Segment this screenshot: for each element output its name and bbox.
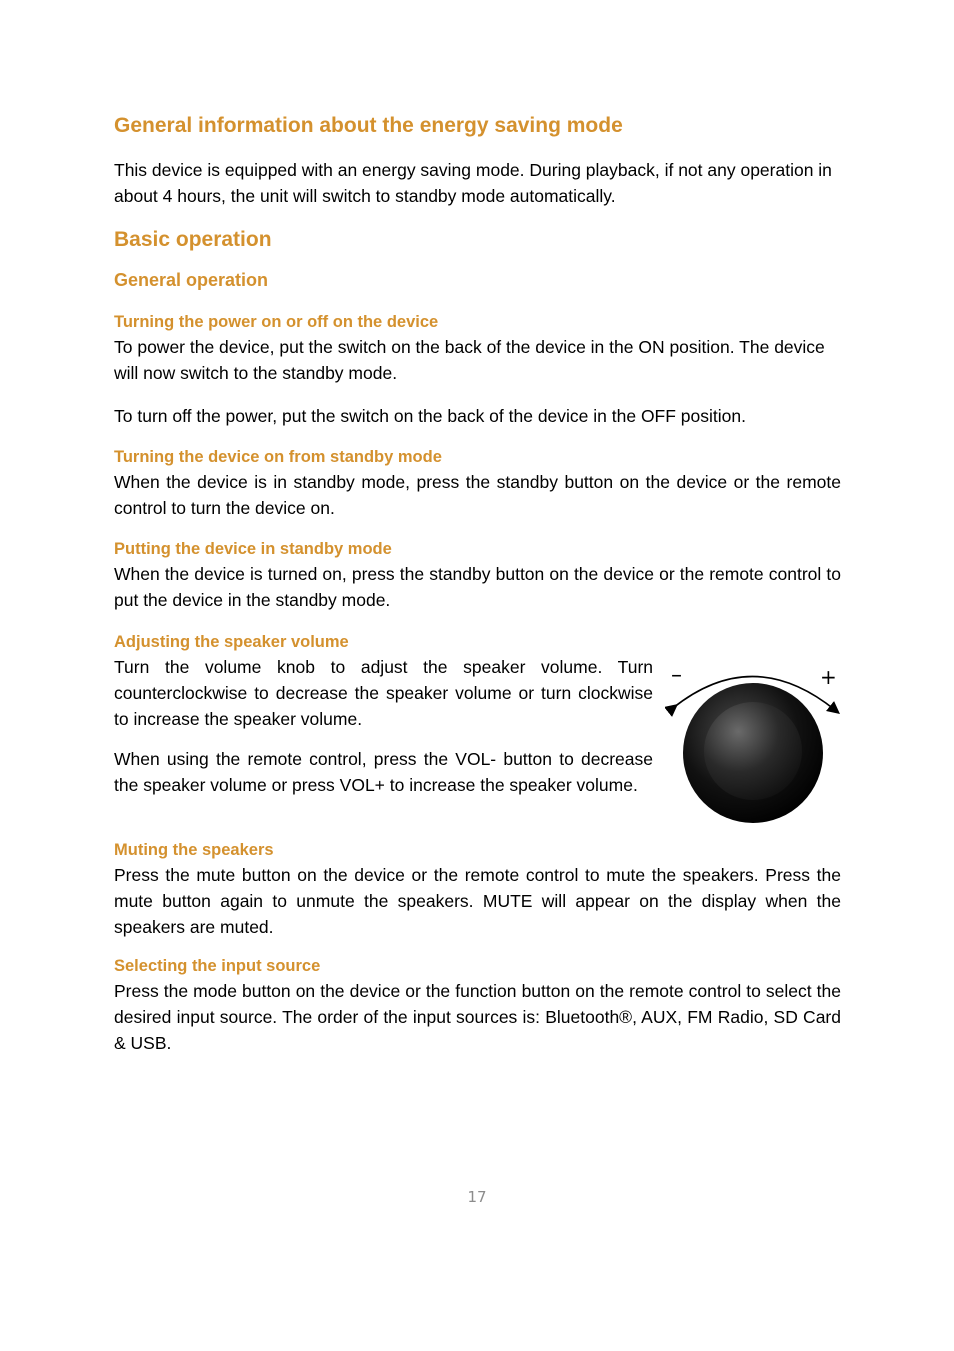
standby-on-text: When the device is in standby mode, press the standby button on the device or the remote control to turn the device on. (114, 472, 841, 518)
energy-saving-text: This device is equipped with an energy saving mode. During playback, if not any operation in about 4 hours, the unit will switch to standby mode automatically. (114, 160, 832, 206)
standby-put-heading: Putting the device in standby mode (114, 540, 392, 558)
minus-sign: – (671, 663, 682, 688)
basic-operation-heading: Basic operation (114, 228, 272, 251)
volume-knob-text: Turn the volume knob to adjust the speaker volume. Turn counterclockwise to decrease the speaker volume or turn clockwise to increase the speaker volume. (114, 657, 653, 729)
general-operation-heading: General operation (114, 270, 269, 290)
power-heading: Turning the power on or off on the device (114, 313, 439, 331)
volume-knob-illustration (665, 662, 841, 826)
knob-cap (704, 702, 802, 800)
plus-sign: + (820, 665, 837, 689)
power-text-off: To turn off the power, put the switch on the back of the device in the OFF position. (114, 406, 746, 426)
input-source-text: Press the mode button on the device or the function button on the remote control to select the desired input source. The order of the input sources is: Bluetooth®, AUX, FM Radio, SD Card & USB. (114, 981, 841, 1053)
energy-saving-heading: General information about the energy saving mode (114, 114, 623, 137)
standby-put-text: When the device is turned on, press the standby button on the device or the remote control to put the device in the standby mode. (114, 564, 841, 610)
input-source-heading: Selecting the input source (114, 957, 321, 975)
volume-heading: Adjusting the speaker volume (114, 633, 349, 651)
standby-on-heading: Turning the device on from standby mode (114, 448, 442, 466)
mute-heading: Muting the speakers (114, 841, 274, 859)
volume-remote-text: When using the remote control, press the VOL- button to decrease the speaker volume or press VOL+ to increase the speaker volume. (114, 749, 653, 795)
page-number: 17 (467, 1188, 487, 1206)
mute-text: Press the mute button on the device or the remote control to mute the speakers. Press the mute button again to unmute the speakers. MUTE will appear on the display when the speakers are muted. (114, 865, 841, 937)
power-text-on: To power the device, put the switch on the back of the device in the ON position. The device will now switch to the standby mode. (114, 337, 825, 383)
